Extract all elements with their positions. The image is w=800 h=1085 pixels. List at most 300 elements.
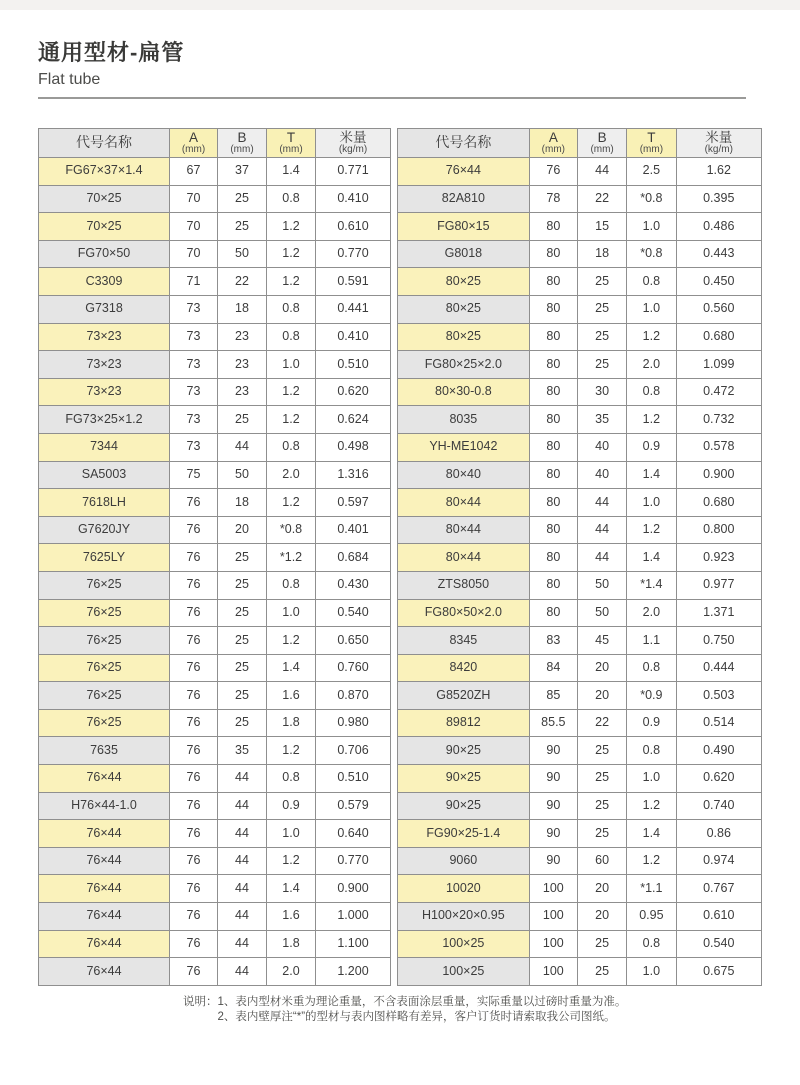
cell-b: 37 [218,158,267,186]
cell-a: 76 [170,544,218,572]
cell-name: FG80×15 [398,213,530,241]
cell-meter: 0.750 [676,627,762,655]
cell-name: 73×23 [39,323,170,351]
cell-a: 75 [170,461,218,489]
table-row [39,461,391,489]
cell-b: 44 [218,433,267,461]
cell-meter: 0.732 [676,406,762,434]
cell-meter: 1.000 [316,903,391,931]
cell-t: *0.8 [627,240,676,268]
cell-name: 80×44 [398,544,530,572]
cell-t: 0.9 [267,792,316,820]
cell-name: 76×25 [39,654,170,682]
cell-b: 44 [577,516,626,544]
cell-name: FG73×25×1.2 [39,406,170,434]
cell-t: 0.8 [627,930,676,958]
table-row [39,847,391,875]
table-row [39,792,391,820]
table-row [39,158,391,186]
cell-a: 73 [170,351,218,379]
cell-t: 1.2 [267,737,316,765]
cell-meter: 0.591 [316,268,391,296]
table-row [398,213,762,241]
cell-b: 20 [577,875,626,903]
cell-meter: 0.450 [676,268,762,296]
table-row [39,295,391,323]
cell-t: 1.4 [627,544,676,572]
cell-a: 85.5 [529,709,577,737]
cell-meter: 0.498 [316,433,391,461]
cell-b: 25 [577,295,626,323]
cell-a: 80 [529,433,577,461]
cell-a: 76 [170,654,218,682]
cell-t: 1.2 [627,792,676,820]
table-row [398,433,762,461]
cell-meter: 0.640 [316,820,391,848]
cell-b: 44 [218,792,267,820]
cell-t: 2.0 [267,958,316,986]
cell-a: 70 [170,213,218,241]
cell-a: 76 [170,489,218,517]
cell-meter: 0.620 [676,765,762,793]
cell-b: 44 [218,765,267,793]
cell-b: 25 [577,958,626,986]
cell-name: FG90×25-1.4 [398,820,530,848]
cell-b: 44 [218,903,267,931]
cell-a: 80 [529,213,577,241]
cell-meter: 0.800 [676,516,762,544]
cell-meter: 0.578 [676,433,762,461]
cell-meter: 0.740 [676,792,762,820]
header-row [39,129,391,158]
col-header-name: 代号名称 [39,129,170,158]
cell-name: 76×25 [39,571,170,599]
cell-meter: 0.980 [316,709,391,737]
cell-b: 25 [218,599,267,627]
cell-name: 90×25 [398,792,530,820]
table-row [398,599,762,627]
cell-t: *0.9 [627,682,676,710]
cell-t: 1.6 [267,682,316,710]
cell-b: 25 [218,709,267,737]
cell-b: 44 [218,930,267,958]
cell-b: 23 [218,351,267,379]
cell-name: 76×44 [39,875,170,903]
cell-a: 90 [529,847,577,875]
cell-a: 84 [529,654,577,682]
cell-t: *0.8 [627,185,676,213]
cell-meter: 0.401 [316,516,391,544]
cell-meter: 0.974 [676,847,762,875]
cell-meter: 0.624 [316,406,391,434]
cell-t: 0.9 [627,433,676,461]
cell-name: FG70×50 [39,240,170,268]
cell-name: 90×25 [398,765,530,793]
cell-meter: 0.900 [676,461,762,489]
cell-a: 80 [529,323,577,351]
cell-meter: 0.684 [316,544,391,572]
cell-a: 80 [529,268,577,296]
cell-meter: 1.316 [316,461,391,489]
cell-a: 80 [529,295,577,323]
cell-a: 76 [170,930,218,958]
cell-b: 20 [577,654,626,682]
cell-name: SA5003 [39,461,170,489]
cell-t: 0.9 [627,709,676,737]
cell-b: 44 [218,820,267,848]
cell-b: 25 [577,765,626,793]
cell-meter: 0.680 [676,323,762,351]
cell-b: 50 [577,571,626,599]
cell-meter: 0.620 [316,378,391,406]
cell-t: 1.0 [627,489,676,517]
cell-a: 80 [529,516,577,544]
spec-table-left [38,128,391,986]
page-subtitle: Flat tube [38,71,101,88]
cell-t: 0.8 [267,433,316,461]
cell-meter: 0.706 [316,737,391,765]
cell-meter: 0.610 [316,213,391,241]
cell-meter: 1.62 [676,158,762,186]
cell-t: 1.2 [267,240,316,268]
cell-meter: 0.514 [676,709,762,737]
table-row [39,654,391,682]
cell-name: ZTS8050 [398,571,530,599]
table-row [398,737,762,765]
cell-name: G8018 [398,240,530,268]
cell-a: 90 [529,765,577,793]
cell-t: 1.2 [267,406,316,434]
cell-a: 80 [529,461,577,489]
cell-t: 1.4 [267,654,316,682]
cell-a: 76 [170,820,218,848]
table-row [39,709,391,737]
cell-b: 18 [218,489,267,517]
cell-t: 1.4 [627,461,676,489]
cell-meter: 0.490 [676,737,762,765]
cell-name: 80×25 [398,268,530,296]
table-row [398,268,762,296]
cell-a: 100 [529,930,577,958]
cell-a: 100 [529,958,577,986]
cell-b: 35 [577,406,626,434]
spec-table-right [397,128,762,986]
table-row [39,571,391,599]
col-header-t: T (mm) [627,129,676,158]
cell-t: 1.0 [627,213,676,241]
cell-name: FG67×37×1.4 [39,158,170,186]
cell-b: 25 [218,682,267,710]
cell-t: 1.8 [267,709,316,737]
cell-a: 73 [170,406,218,434]
cell-meter: 0.443 [676,240,762,268]
col-header-meter: 米量 (kg/m) [676,129,762,158]
table-row [398,406,762,434]
cell-a: 78 [529,185,577,213]
cell-b: 25 [577,268,626,296]
cell-t: 0.8 [267,323,316,351]
cell-b: 25 [577,820,626,848]
table-row [398,627,762,655]
cell-a: 76 [170,709,218,737]
cell-a: 100 [529,875,577,903]
cell-a: 80 [529,406,577,434]
cell-name: 8035 [398,406,530,434]
cell-b: 50 [218,240,267,268]
table-row [39,930,391,958]
cell-t: 1.0 [627,765,676,793]
cell-meter: 0.510 [316,351,391,379]
cell-a: 73 [170,323,218,351]
cell-meter: 0.444 [676,654,762,682]
cell-name: 73×23 [39,351,170,379]
cell-name: 76×44 [39,847,170,875]
col-header-meter: 米量 (kg/m) [316,129,391,158]
table-row [39,185,391,213]
cell-name: YH-ME1042 [398,433,530,461]
cell-name: 8345 [398,627,530,655]
col-header-b: B (mm) [577,129,626,158]
cell-name: 76×44 [39,930,170,958]
cell-a: 85 [529,682,577,710]
cell-a: 76 [170,627,218,655]
cell-meter: 0.900 [316,875,391,903]
cell-a: 76 [170,599,218,627]
cell-name: 7344 [39,433,170,461]
cell-a: 83 [529,627,577,655]
cell-a: 80 [529,489,577,517]
cell-t: 2.0 [267,461,316,489]
cell-a: 67 [170,158,218,186]
cell-name: 76×44 [398,158,530,186]
cell-b: 22 [577,185,626,213]
cell-meter: 0.430 [316,571,391,599]
cell-meter: 0.770 [316,240,391,268]
cell-t: 1.0 [267,351,316,379]
table-row [39,378,391,406]
cell-name: 100×25 [398,958,530,986]
cell-t: 0.8 [267,295,316,323]
cell-t: 0.8 [627,378,676,406]
table-row [39,599,391,627]
cell-t: *1.2 [267,544,316,572]
cell-name: 100×25 [398,930,530,958]
cell-t: 0.8 [267,185,316,213]
cell-t: 1.6 [267,903,316,931]
cell-name: G7318 [39,295,170,323]
table-row [39,213,391,241]
table-row [398,958,762,986]
cell-t: 1.2 [267,378,316,406]
cell-b: 40 [577,461,626,489]
cell-a: 70 [170,185,218,213]
cell-a: 100 [529,903,577,931]
cell-b: 25 [218,406,267,434]
cell-t: 1.2 [627,323,676,351]
cell-meter: 0.472 [676,378,762,406]
cell-name: 70×25 [39,185,170,213]
cell-name: G7620JY [39,516,170,544]
footnote-1: 1、表内型材米重为理论重量，不含表面涂层重量，实际重量以过磅时重量为准。 [217,996,627,1008]
cell-name: 7618LH [39,489,170,517]
cell-b: 45 [577,627,626,655]
cell-t: 0.8 [627,654,676,682]
table-row [39,240,391,268]
cell-name: 73×23 [39,378,170,406]
cell-name: 80×30-0.8 [398,378,530,406]
table-header-right [398,129,762,158]
cell-t: 0.8 [267,571,316,599]
cell-b: 60 [577,847,626,875]
cell-name: 80×25 [398,295,530,323]
cell-name: 82A810 [398,185,530,213]
cell-b: 25 [577,737,626,765]
cell-t: *0.8 [267,516,316,544]
cell-t: 1.2 [627,516,676,544]
cell-t: 1.4 [267,875,316,903]
footnote-2: 2、表内壁厚注“*”的型材与表内图样略有差异，客户订货时请索取我公司图纸。 [217,1011,616,1023]
cell-name: 10020 [398,875,530,903]
spec-tables [38,128,762,986]
cell-a: 80 [529,378,577,406]
cell-t: *1.4 [627,571,676,599]
table-body-left [39,158,391,986]
cell-b: 44 [218,875,267,903]
table-row [398,820,762,848]
cell-b: 25 [577,351,626,379]
cell-t: 1.2 [267,847,316,875]
cell-name: 80×44 [398,489,530,517]
cell-b: 44 [577,158,626,186]
cell-t: 0.95 [627,903,676,931]
col-header-name: 代号名称 [398,129,530,158]
cell-a: 76 [170,903,218,931]
col-header-b: B (mm) [218,129,267,158]
table-row [398,765,762,793]
table-row [39,765,391,793]
title-divider [38,97,746,99]
table-row [39,433,391,461]
cell-name: 7635 [39,737,170,765]
cell-t: 1.4 [627,820,676,848]
table-row [398,185,762,213]
cell-name: G8520ZH [398,682,530,710]
cell-name: 76×44 [39,820,170,848]
cell-a: 90 [529,820,577,848]
cell-a: 76 [170,765,218,793]
cell-t: 1.2 [627,847,676,875]
table-row [398,903,762,931]
cell-a: 80 [529,240,577,268]
table-row [39,737,391,765]
cell-b: 18 [577,240,626,268]
table-row [39,820,391,848]
table-row [398,461,762,489]
cell-t: 1.0 [627,295,676,323]
cell-t: 1.2 [267,213,316,241]
cell-a: 76 [170,875,218,903]
table-row [39,406,391,434]
cell-meter: 0.767 [676,875,762,903]
table-row [39,903,391,931]
cell-a: 76 [170,571,218,599]
cell-name: 76×25 [39,627,170,655]
cell-meter: 0.510 [316,765,391,793]
cell-meter: 0.770 [316,847,391,875]
cell-a: 76 [170,958,218,986]
cell-meter: 0.410 [316,323,391,351]
cell-b: 18 [218,295,267,323]
cell-name: H100×20×0.95 [398,903,530,931]
cell-b: 40 [577,433,626,461]
cell-name: 70×25 [39,213,170,241]
table-row [39,958,391,986]
cell-b: 25 [218,627,267,655]
cell-b: 44 [218,847,267,875]
cell-b: 44 [577,544,626,572]
table-row [39,682,391,710]
cell-b: 44 [218,958,267,986]
table-row [39,268,391,296]
cell-a: 73 [170,295,218,323]
cell-meter: 0.977 [676,571,762,599]
table-row [398,709,762,737]
table-row [398,323,762,351]
cell-t: 0.8 [267,765,316,793]
cell-meter: 0.579 [316,792,391,820]
cell-b: 20 [577,682,626,710]
cell-b: 20 [218,516,267,544]
cell-t: 0.8 [627,268,676,296]
cell-b: 23 [218,378,267,406]
cell-t: 1.0 [267,820,316,848]
cell-meter: 0.923 [676,544,762,572]
cell-name: FG80×50×2.0 [398,599,530,627]
cell-a: 80 [529,599,577,627]
cell-b: 25 [577,792,626,820]
cell-a: 90 [529,792,577,820]
col-header-a: A (mm) [529,129,577,158]
table-row [398,792,762,820]
cell-meter: 0.597 [316,489,391,517]
table-row [39,323,391,351]
table-row [398,571,762,599]
page-top-strip [0,0,800,10]
cell-b: 15 [577,213,626,241]
cell-name: 80×44 [398,516,530,544]
table-row [39,875,391,903]
cell-b: 22 [218,268,267,296]
table-row [398,516,762,544]
cell-name: 80×40 [398,461,530,489]
cell-name: 76×44 [39,903,170,931]
cell-b: 25 [218,213,267,241]
table-row [398,158,762,186]
cell-t: 2.5 [627,158,676,186]
cell-meter: 0.441 [316,295,391,323]
cell-b: 50 [577,599,626,627]
table-body-right [398,158,762,986]
cell-meter: 0.395 [676,185,762,213]
cell-name: 76×44 [39,958,170,986]
cell-name: 76×25 [39,709,170,737]
cell-b: 35 [218,737,267,765]
cell-name: 76×25 [39,682,170,710]
cell-meter: 0.760 [316,654,391,682]
cell-t: 1.2 [267,268,316,296]
cell-meter: 0.540 [316,599,391,627]
cell-t: 1.2 [267,489,316,517]
